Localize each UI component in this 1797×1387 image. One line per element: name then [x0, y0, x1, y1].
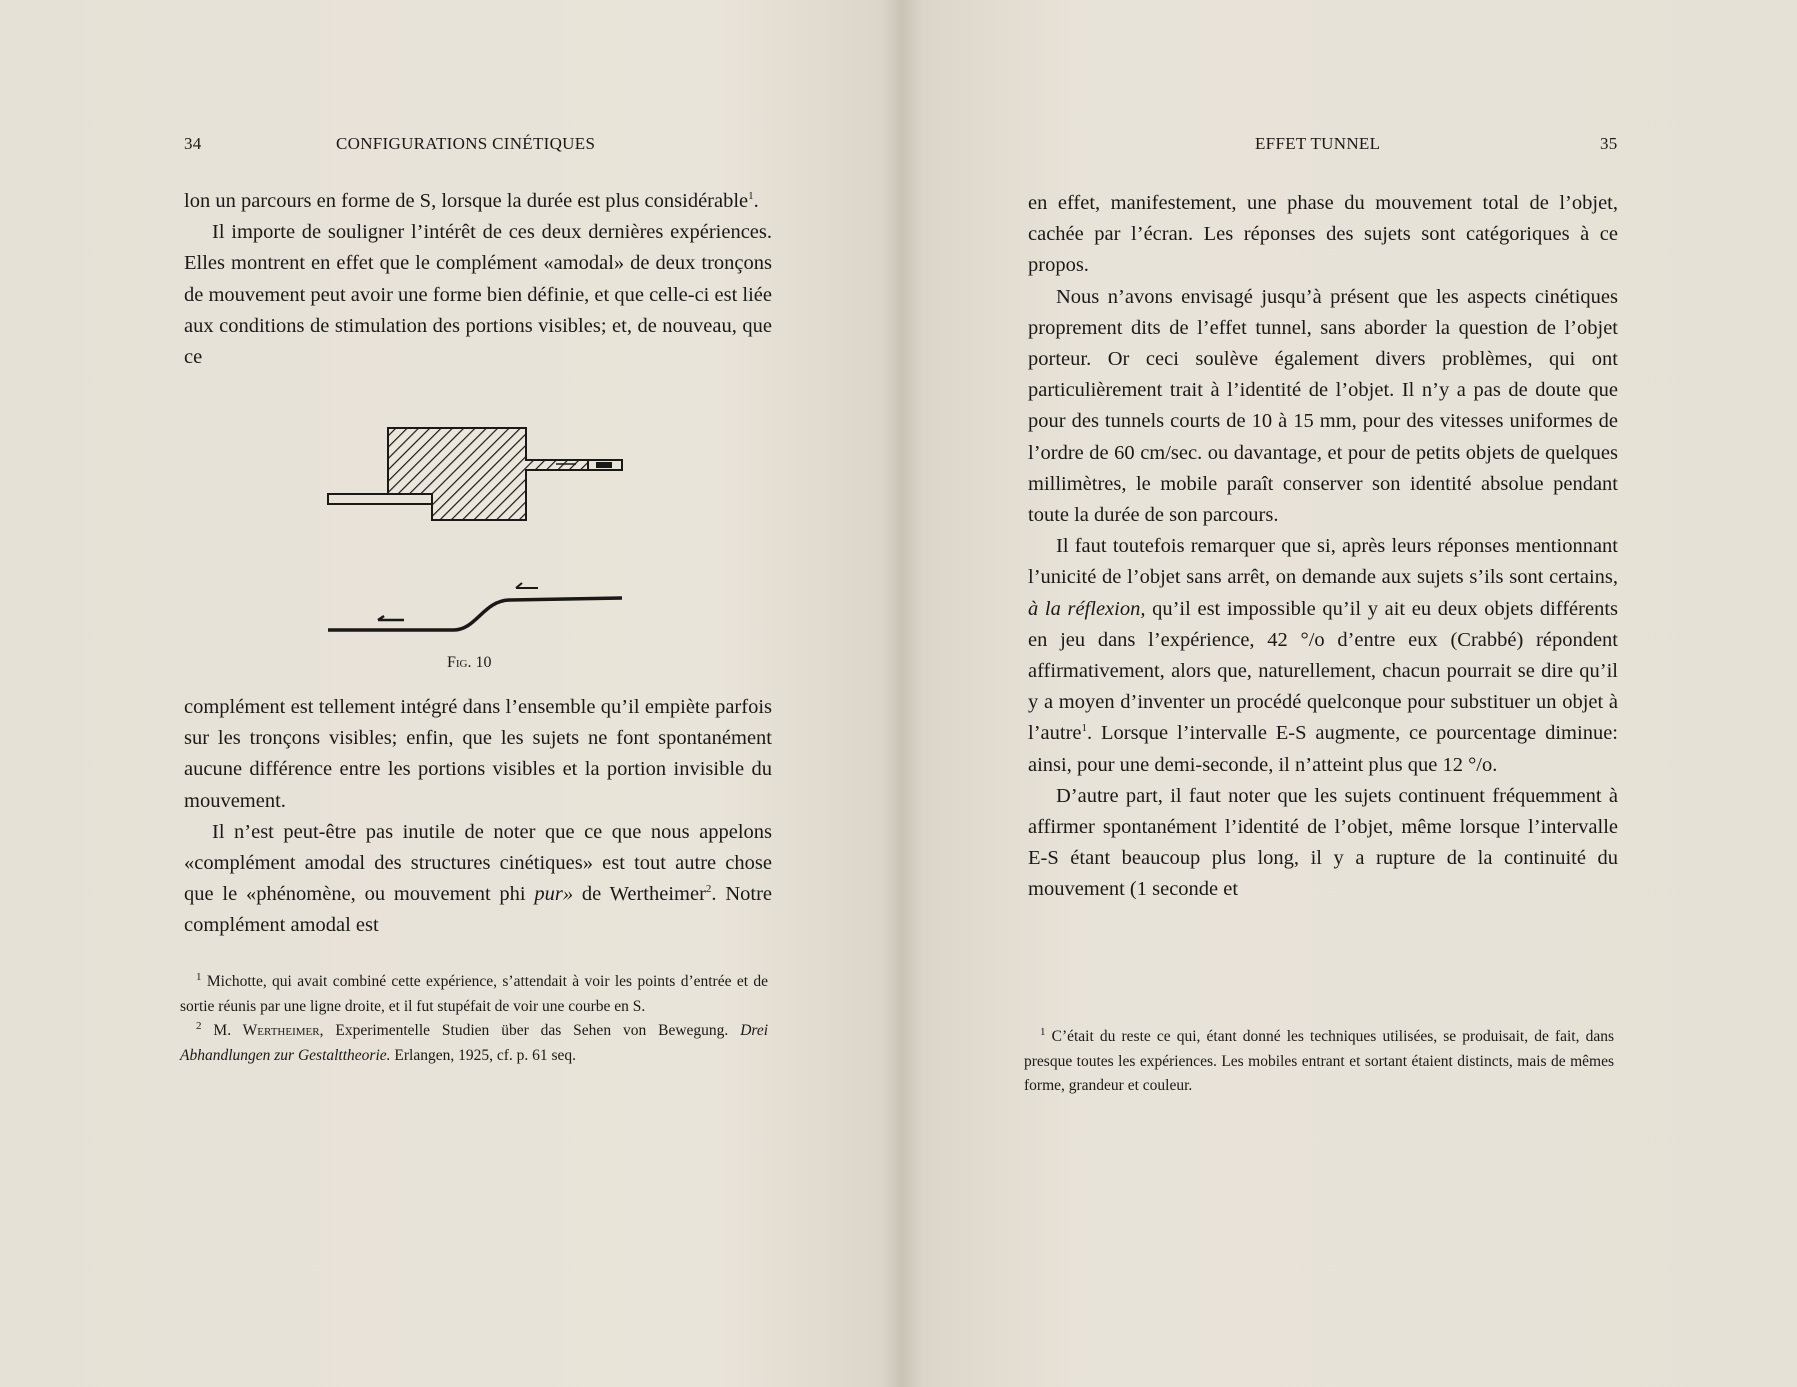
paragraph: Il faut toutefois remarquer que si, après leurs réponses mentionnant l’unicité de l’objet sans arrêt, on demande aux sujets s’ils sont certains, à la réflexion, qu’il est impossible qu’il y ait eu deux objets différents en jeu dans l’expérience, 42 °/o d’entre eux (Crabbé) répondent affirmativement, alors que, naturellement, chacun pourrait se dire qu’il y a moyen d’inventer un procédé quelconque pour substituer un objet à l’autre$^1$. Lorsque l’intervalle E-S augmente, ce pourcentage diminue: ainsi, pour une demi-seconde, il n’atteint plus que 12 °/o.: [1028, 535, 1618, 776]
paragraph: lon un parcours en forme de S, lorsque la durée est plus considérable$^1$.: [184, 190, 759, 212]
page-number: 34: [184, 134, 202, 153]
right-page: [900, 0, 1797, 1387]
paragraph: en effet, manifestement, une phase du mouvement total de l’objet, cachée par l’écran. Les réponses des sujets sont catégoriques à ce propos.: [1028, 192, 1618, 277]
paragraph: complément est tellement intégré dans l’ensemble qu’il empiète parfois sur les tronçons visibles; enfin, que les sujets ne font spontanément aucune différence entre les portions visibles et la portion invisible du mouvement.: [184, 696, 772, 812]
paragraph: Il importe de souligner l’intérêt de ces deux dernières expériences. Elles montrent en effet que le complément «amodal» de deux tronçons de mouvement peut avoir une forme bien définie, et que celle-ci est liée aux conditions de stimulation des portions visibles; et, de nouveau, que ce: [184, 221, 772, 369]
figure-caption: Fig. 10: [447, 654, 492, 671]
footnotes: [1024, 1025, 1614, 1099]
body-text-top: [184, 186, 772, 373]
footnotes: [180, 970, 768, 1068]
paragraph: Il n’est peut-être pas inutile de noter que ce que nous appelons «complément amodal des structures cinétiques» est tout autre chose que le «phénomène, ou mouvement phi pur» de Wertheimer$^2$. Notre complément amodal est: [184, 820, 772, 937]
paragraph: Nous n’avons envisagé jusqu’à présent que les aspects cinétiques proprement dits de l’effet tunnel, sans aborder la question de l’objet porteur. Or ceci soulève également divers problèmes, qui ont particulièrement trait à l’identité de l’objet. Il n’y a pas de doute que pour des tunnels courts de 10 à 15 mm, pour des vitesses uniformes de l’ordre de 60 cm/sec. ou davantage, et pour de petits objets de quelques millimètres, le mobile paraît conserver son identité absolue pendant toute la durée de son parcours.: [1028, 285, 1618, 527]
running-head: EFFET TUNNEL: [1255, 134, 1381, 153]
running-head: CONFIGURATIONS CINÉTIQUES: [336, 134, 596, 153]
footnote-ref: 1: [748, 190, 754, 203]
figure-10-diagram: [320, 424, 630, 638]
tunnel-screen: [388, 428, 588, 520]
s-path: [328, 583, 622, 630]
page-number: 35: [1600, 134, 1618, 153]
body-text-bottom: [184, 692, 772, 942]
footnote: $^2$ M. Wertheimer, Experimentelle Studien über das Sehen von Bewegung. Drei Abhandlungen zur Gestalttheorie. Erlangen, 1925, cf. p. 61 seq.: [180, 1019, 769, 1064]
body-text: [1028, 188, 1618, 906]
paragraph: D’autre part, il faut noter que les sujets continuent fréquemment à affirmer spontanément l’identité de l’objet, même lorsque l’intervalle E-S étant beaucoup plus long, il y a rupture de la continuité du mouvement (1 seconde et: [1028, 784, 1618, 901]
footnote: $^1$ Michotte, qui avait combiné cette expérience, s’attendait à voir les points d’entrée et de sortie réunis par une ligne droite, et il fut stupéfait de voir une courbe en S.: [180, 970, 768, 1015]
footnote: $^1$ C’était du reste ce qui, étant donné les techniques utilisées, se produisait, de fait, dans presque toutes les expériences. Les mobiles entrant et sortant étaient distincts, mais de mêmes forme, grandeur et couleur.: [1024, 1025, 1615, 1094]
footnote-ref: 1: [1081, 722, 1087, 735]
footnote-ref: 2: [705, 883, 712, 896]
